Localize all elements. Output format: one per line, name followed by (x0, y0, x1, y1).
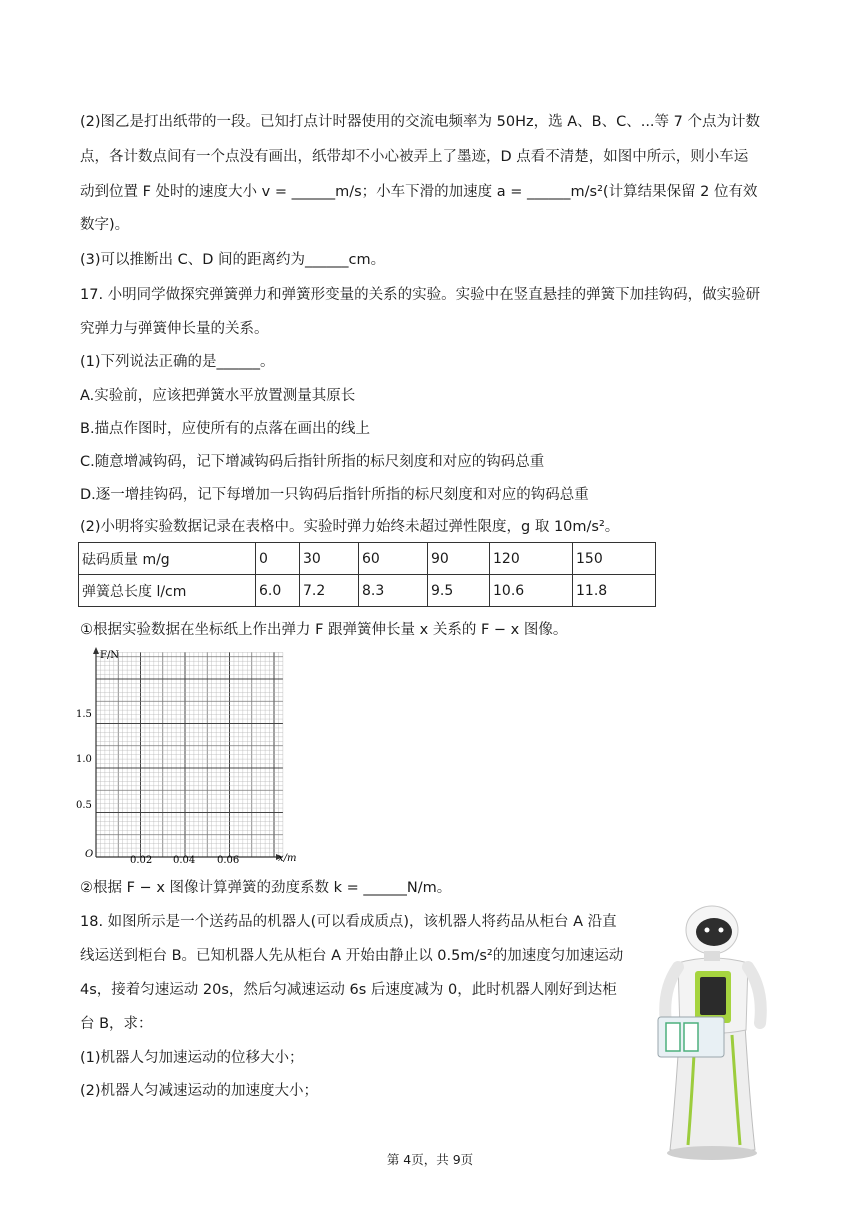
option-d: D.逐一增挂钩码，记下每增加一只钩码后指针所指的标尺刻度和对应的钩码总重 (80, 487, 589, 503)
origin-label: O (85, 849, 94, 860)
table-cell: 0 (256, 543, 300, 575)
table-row (79, 575, 656, 607)
text-line: (2)小明将实验数据记录在表格中。实验时弹力始终未超过弹性限度，g 取 10m/s²。 (80, 519, 620, 535)
table-cell: 60 (359, 543, 428, 575)
option-b: B.描点作图时，应使所有的点落在画出的线上 (80, 421, 371, 437)
table-cell: 120 (490, 543, 573, 575)
table-cell: 7.2 (300, 575, 359, 607)
text-line: 线运送到柜台 B。已知机器人先从柜台 A 开始由静止以 0.5m/s²的加速度匀加速运动 (80, 948, 624, 964)
x-tick-label: 0.04 (173, 855, 196, 866)
text-line: (2)图乙是打出纸带的一段。已知打点计时器使用的交流电频率为 50Hz，选 A、B、C、...等 7 个点为计数 (80, 114, 760, 130)
option-c: C.随意增减钩码，记下增减钩码后指针所指的标尺刻度和对应的钩码总重 (80, 454, 545, 470)
text-line: (1)下列说法正确的是______。 (80, 354, 275, 370)
table-cell: 90 (428, 543, 490, 575)
table-cell: 砝码质量 m/g (79, 543, 256, 575)
text-line: (1)机器人匀加速运动的位移大小； (80, 1050, 304, 1066)
text-line: 究弹力与弹簧伸长量的关系。 (80, 321, 269, 337)
x-tick-label: 0.06 (217, 855, 240, 866)
x-tick-label: 0.02 (130, 855, 153, 866)
table-cell: 9.5 (428, 575, 490, 607)
table-cell: 弹簧总长度 l/cm (79, 575, 256, 607)
table-cell: 10.6 (490, 575, 573, 607)
y-tick-label: 0.5 (76, 800, 92, 811)
grid-lines (96, 652, 283, 857)
y-axis-arrow (93, 647, 99, 654)
y-tick-label: 1.5 (76, 709, 92, 720)
text-line: (3)可以推断出 C、D 间的距离约为______cm。 (80, 252, 386, 268)
option-a: A.实验前，应该把弹簧水平放置测量其原长 (80, 388, 356, 404)
question-17-text: 17. 小明同学做探究弹簧弹力和弹簧形变量的关系的实验。实验中在竖直悬挂的弹簧下加挂钩码，做实验研 (80, 287, 761, 303)
text-line: ②根据 F − x 图像计算弹簧的劲度系数 k = ______N/m。 (80, 880, 452, 896)
table-row (79, 543, 656, 575)
graph-paper (70, 645, 310, 870)
table-cell: 8.3 (359, 575, 428, 607)
y-tick-label: 1.0 (76, 754, 92, 765)
robot-illustration (640, 905, 785, 1165)
table-cell: 30 (300, 543, 359, 575)
data-table (78, 542, 656, 607)
y-axis-label: F/N (100, 650, 120, 661)
text-line: ①根据实验数据在坐标纸上作出弹力 F 跟弹簧伸长量 x 关系的 F − x 图像。 (80, 622, 568, 638)
text-line: 动到位置 F 处时的速度大小 v = ______m/s；小车下滑的加速度 a = ______m/s²(计算结果保留 2 位有效 (80, 184, 758, 200)
text-line: 台 B，求： (80, 1016, 153, 1032)
table-cell: 150 (573, 543, 656, 575)
table-cell: 11.8 (573, 575, 656, 607)
text-line: 4s，接着匀速运动 20s，然后匀减速运动 6s 后速度减为 0，此时机器人刚好到达柜 (80, 982, 617, 998)
table-cell: 6.0 (256, 575, 300, 607)
question-18-text: 18. 如图所示是一个送药品的机器人(可以看成质点)，该机器人将药品从柜台 A 沿直 (80, 914, 617, 930)
x-axis-label: x/m (278, 853, 297, 864)
page-footer: 第 4页，共 9页 (386, 1152, 474, 1167)
text-line: 点，各计数点间有一个点没有画出，纸带却不小心被弄上了墨迹，D 点看不清楚，如图中所示，则小车运 (80, 149, 749, 165)
text-line: 数字)。 (80, 217, 130, 233)
text-line: (2)机器人匀减速运动的加速度大小； (80, 1083, 319, 1099)
